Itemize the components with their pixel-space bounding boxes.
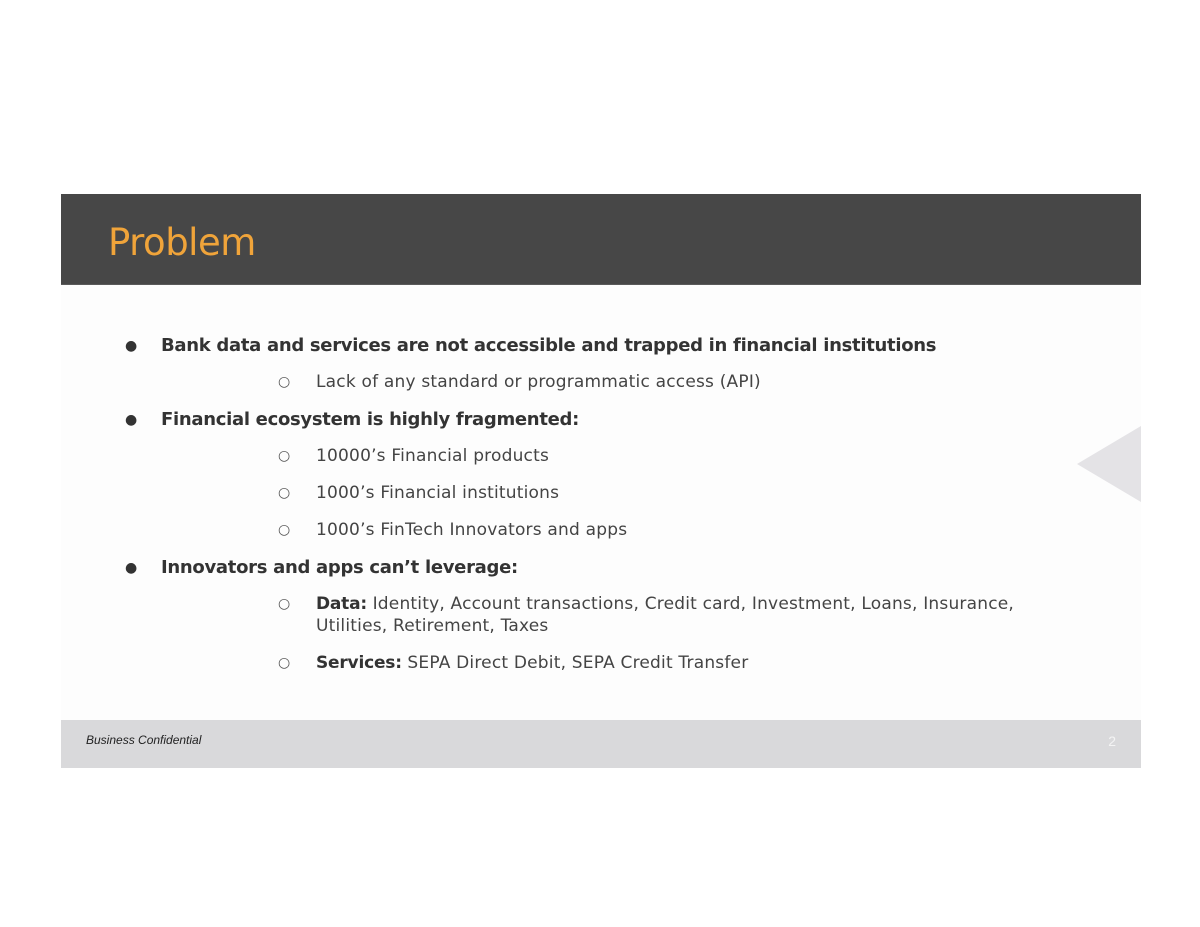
filled-circle-bullet-icon: ● [125,338,137,354]
sub-bullet-text: 1000’s FinTech Innovators and apps [316,520,628,540]
hollow-circle-bullet-icon: ○ [278,522,291,538]
hollow-circle-bullet-icon: ○ [278,655,291,671]
sub-bullet-list [161,371,1141,408]
sub-bullet-item [161,482,1141,519]
slide-title: Problem [108,221,256,264]
sub-bullet-text: Identity, Account transactions, Credit card, Investment, Loans, Insurance, Utilities, Retirement, Taxes [316,594,1015,636]
sub-bullet-list [161,593,1141,689]
sub-bullet-item [161,652,1141,689]
bullet-item [61,408,1141,556]
sub-bullet-text: SEPA Direct Debit, SEPA Credit Transfer [401,653,749,673]
sub-bullet-label: Services: [316,653,402,673]
sub-bullet-item [161,593,1141,652]
sub-bullet-list [161,445,1141,556]
slide-content [61,334,1141,689]
footer-bar [61,720,1141,768]
page-number: 2 [1108,733,1116,749]
confidential-label: Business Confidential [86,733,202,747]
bullet-list [61,334,1141,689]
hollow-circle-bullet-icon: ○ [278,448,291,464]
sub-bullet-text: Lack of any standard or programmatic access (API) [316,372,761,392]
sub-bullet-item [161,371,1141,408]
title-bar [61,194,1141,285]
hollow-circle-bullet-icon: ○ [278,485,291,501]
sub-bullet-item [161,519,1141,556]
bullet-text: Financial ecosystem is highly fragmented: [161,409,580,430]
sub-bullet-text: 1000’s Financial institutions [316,483,560,503]
bullet-item [61,334,1141,408]
sub-bullet-label: Data: [316,594,367,614]
hollow-circle-bullet-icon: ○ [278,596,291,612]
hollow-circle-bullet-icon: ○ [278,374,291,390]
slide [61,194,1141,768]
sub-bullet-item [161,445,1141,482]
bullet-text: Innovators and apps can’t leverage: [161,557,518,578]
bullet-item [61,556,1141,689]
filled-circle-bullet-icon: ● [125,560,137,576]
filled-circle-bullet-icon: ● [125,412,137,428]
bullet-text: Bank data and services are not accessible and trapped in financial institutions [161,335,937,356]
sub-bullet-text: 10000’s Financial products [316,446,550,466]
